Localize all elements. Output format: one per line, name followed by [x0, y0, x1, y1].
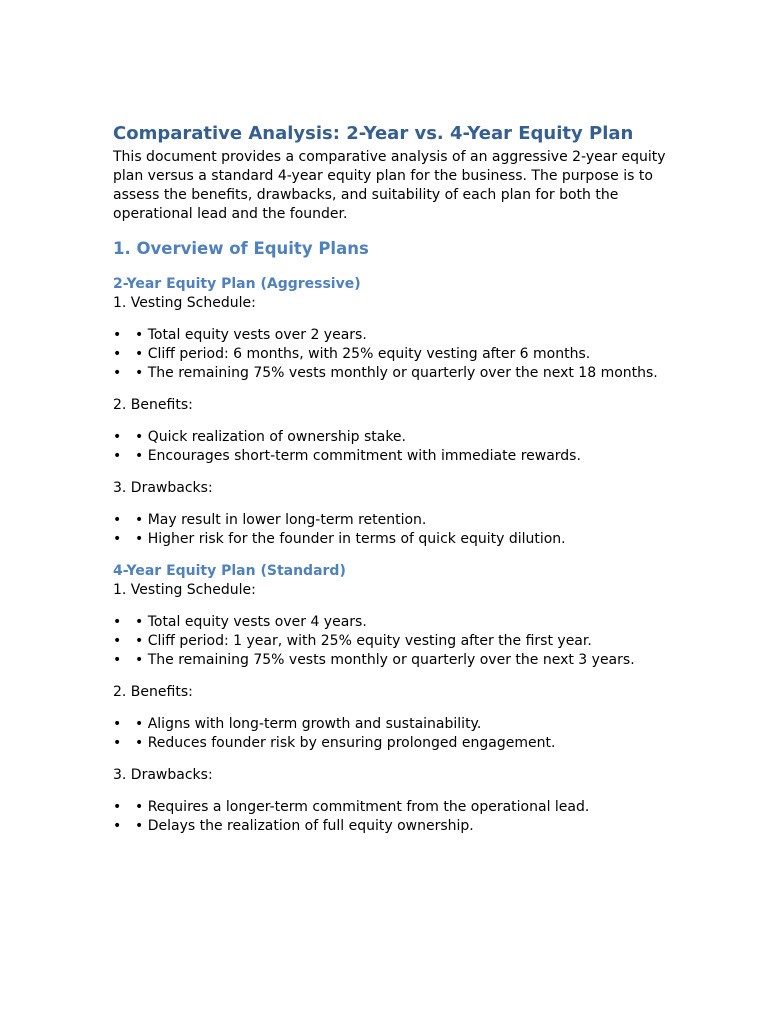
drawbacks-label: 3. Drawbacks:: [113, 480, 213, 496]
list-item-text: • Quick realization of ownership stake.: [135, 429, 406, 445]
list-item: [113, 345, 673, 364]
document-title: Comparative Analysis: 2-Year vs. 4-Year Equity Plan: [113, 123, 634, 144]
list-item-text: • Aligns with long-term growth and sustainability.: [135, 716, 482, 732]
list-item: [113, 511, 673, 530]
bullet-icon: •: [113, 448, 122, 464]
bullet-icon: •: [113, 531, 122, 547]
bullet-icon: •: [113, 652, 122, 668]
plan-heading-4-year: 4-Year Equity Plan (Standard): [113, 563, 346, 579]
list-item: [113, 715, 673, 734]
section-heading-overview: 1. Overview of Equity Plans: [113, 239, 369, 258]
bullet-list-vesting-2-year: [113, 326, 673, 383]
bullet-icon: •: [113, 799, 122, 815]
list-item: [113, 734, 673, 753]
plan-heading-2-year: 2-Year Equity Plan (Aggressive): [113, 276, 361, 292]
benefits-label: 2. Benefits:: [113, 684, 193, 700]
list-item: [113, 613, 673, 632]
list-item: [113, 651, 673, 670]
list-item-text: • Total equity vests over 2 years.: [135, 327, 367, 343]
bullet-list-drawbacks-2-year: [113, 511, 673, 549]
list-item: [113, 817, 673, 836]
bullet-icon: •: [113, 429, 122, 445]
list-item-text: • Delays the realization of full equity ownership.: [135, 818, 474, 834]
list-item-text: • Total equity vests over 4 years.: [135, 614, 367, 630]
list-item-text: • Reduces founder risk by ensuring prolonged engagement.: [135, 735, 556, 751]
bullet-list-vesting-4-year: [113, 613, 673, 670]
vesting-label: 1. Vesting Schedule:: [113, 582, 256, 598]
list-item: [113, 632, 673, 651]
list-item: [113, 530, 673, 549]
intro-paragraph: This document provides a comparative analysis of an aggressive 2-year equity plan versus a standard 4-year equity plan for the business. The purpose is to assess the benefits, drawbacks, and suitability of each plan for both the operational lead and the founder.: [113, 149, 666, 222]
list-item-text: • Encourages short-term commitment with immediate rewards.: [135, 448, 581, 464]
list-item-text: • Cliff period: 6 months, with 25% equity vesting after 6 months.: [135, 346, 591, 362]
bullet-icon: •: [113, 818, 122, 834]
benefits-label: 2. Benefits:: [113, 397, 193, 413]
list-item: [113, 428, 673, 447]
list-item-text: • Requires a longer-term commitment from the operational lead.: [135, 799, 590, 815]
vesting-label: 1. Vesting Schedule:: [113, 295, 256, 311]
list-item: [113, 447, 673, 466]
list-item: [113, 364, 673, 383]
list-item-text: • The remaining 75% vests monthly or quarterly over the next 18 months.: [135, 365, 658, 381]
bullet-icon: •: [113, 633, 122, 649]
drawbacks-label: 3. Drawbacks:: [113, 767, 213, 783]
bullet-icon: •: [113, 512, 122, 528]
list-item: [113, 326, 673, 345]
bullet-icon: •: [113, 735, 122, 751]
list-item-text: • Higher risk for the founder in terms of quick equity dilution.: [135, 531, 566, 547]
bullet-icon: •: [113, 716, 122, 732]
bullet-icon: •: [113, 327, 122, 343]
bullet-list-benefits-2-year: [113, 428, 673, 466]
bullet-list-benefits-4-year: [113, 715, 673, 753]
bullet-icon: •: [113, 365, 122, 381]
list-item-text: • The remaining 75% vests monthly or quarterly over the next 3 years.: [135, 652, 635, 668]
bullet-icon: •: [113, 614, 122, 630]
bullet-list-drawbacks-4-year: [113, 798, 673, 836]
list-item: [113, 798, 673, 817]
document-content: [113, 120, 673, 836]
list-item-text: • Cliff period: 1 year, with 25% equity vesting after the first year.: [135, 633, 592, 649]
list-item-text: • May result in lower long-term retention.: [135, 512, 427, 528]
bullet-icon: •: [113, 346, 122, 362]
